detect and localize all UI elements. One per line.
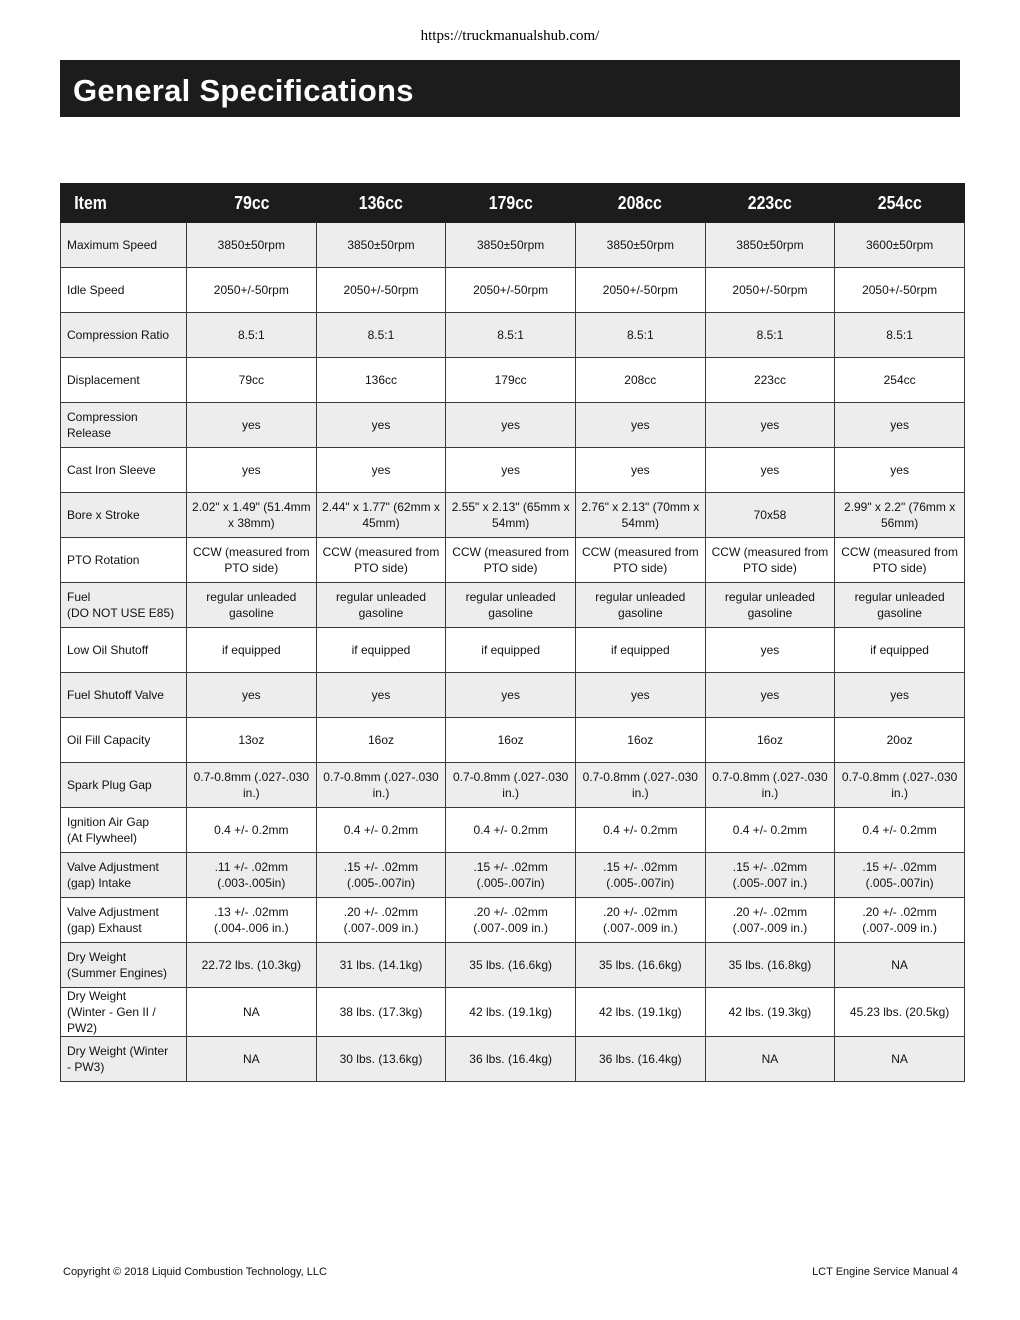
table-row — [61, 493, 965, 538]
table-cell: yes — [316, 448, 446, 493]
row-label — [61, 403, 187, 448]
table-row — [61, 673, 965, 718]
table-cell: 208cc — [575, 358, 705, 403]
table-cell: .11 +/- .02mm (.003-.005in) — [187, 853, 317, 898]
table-cell: 8.5:1 — [316, 313, 446, 358]
table-cell: 45.23 lbs. (20.5kg) — [835, 988, 965, 1037]
row-label — [61, 988, 187, 1037]
table-cell: .15 +/- .02mm (.005-.007 in.) — [705, 853, 835, 898]
table-cell: .20 +/- .02mm (.007-.009 in.) — [316, 898, 446, 943]
table-cell: NA — [705, 1037, 835, 1082]
table-cell: NA — [187, 1037, 317, 1082]
table-cell: yes — [705, 448, 835, 493]
row-label — [61, 1037, 187, 1082]
row-label-line: Ignition Air Gap — [67, 815, 150, 829]
table-cell: 16oz — [575, 718, 705, 763]
row-label-line: - PW3) — [67, 1060, 105, 1074]
table-cell: 0.4 +/- 0.2mm — [575, 808, 705, 853]
table-cell: 0.4 +/- 0.2mm — [187, 808, 317, 853]
table-row — [61, 583, 965, 628]
table-cell: 179cc — [446, 358, 576, 403]
table-cell: 2050+/-50rpm — [187, 268, 317, 313]
table-cell: 8.5:1 — [446, 313, 576, 358]
table-cell: 3850±50rpm — [575, 223, 705, 268]
table-cell: 2.99" x 2.2" (76mm x 56mm) — [835, 493, 965, 538]
table-cell: 2050+/-50rpm — [446, 268, 576, 313]
row-label-line: (gap) Intake — [67, 876, 132, 890]
row-label-line: Bore x Stroke — [67, 508, 140, 522]
table-cell: 0.7-0.8mm (.027-.030 in.) — [187, 763, 317, 808]
table-cell: .13 +/- .02mm (.004-.006 in.) — [187, 898, 317, 943]
table-header-row — [61, 184, 965, 223]
table-body — [61, 223, 965, 1082]
table-cell: 42 lbs. (19.1kg) — [446, 988, 576, 1037]
row-label-line: (DO NOT USE E85) — [67, 606, 175, 620]
row-label-line: Maximum Speed — [67, 238, 158, 252]
row-label-line: Valve Adjustment — [67, 905, 159, 919]
row-label — [61, 943, 187, 988]
table-cell: CCW (measured from PTO side) — [187, 538, 317, 583]
table-cell: yes — [575, 448, 705, 493]
table-row — [61, 943, 965, 988]
table-cell: regular unleaded gasoline — [835, 583, 965, 628]
table-cell: 2050+/-50rpm — [575, 268, 705, 313]
row-label — [61, 223, 187, 268]
table-cell: yes — [446, 448, 576, 493]
table-cell: .15 +/- .02mm (.005-.007in) — [316, 853, 446, 898]
table-cell: 42 lbs. (19.3kg) — [705, 988, 835, 1037]
table-row — [61, 763, 965, 808]
table-cell: 35 lbs. (16.6kg) — [446, 943, 576, 988]
table-cell: 2.55" x 2.13" (65mm x 54mm) — [446, 493, 576, 538]
table-cell: regular unleaded gasoline — [705, 583, 835, 628]
row-label-line: Low Oil Shutoff — [67, 643, 149, 657]
table-cell: 13oz — [187, 718, 317, 763]
table-cell: 0.7-0.8mm (.027-.030 in.) — [835, 763, 965, 808]
table-cell: 3850±50rpm — [187, 223, 317, 268]
table-cell: 2.44" x 1.77" (62mm x 45mm) — [316, 493, 446, 538]
table-cell: CCW (measured from PTO side) — [575, 538, 705, 583]
table-cell: 42 lbs. (19.1kg) — [575, 988, 705, 1037]
table-cell: 35 lbs. (16.8kg) — [705, 943, 835, 988]
row-label-line: Fuel Shutoff Valve — [67, 688, 164, 702]
title-banner — [60, 60, 960, 117]
table-cell: 254cc — [835, 358, 965, 403]
row-label — [61, 718, 187, 763]
table-cell: yes — [446, 403, 576, 448]
table-cell: if equipped — [575, 628, 705, 673]
table-row — [61, 853, 965, 898]
table-cell: 8.5:1 — [835, 313, 965, 358]
table-row — [61, 358, 965, 403]
row-label-line: Idle Speed — [67, 283, 125, 297]
column-header-179cc: 179cc — [454, 184, 568, 223]
source-url: https://truckmanualshub.com/ — [420, 28, 600, 44]
table-cell: yes — [187, 403, 317, 448]
table-cell: 22.72 lbs. (10.3kg) — [187, 943, 317, 988]
table-cell: if equipped — [316, 628, 446, 673]
table-cell: yes — [705, 628, 835, 673]
row-label — [61, 358, 187, 403]
table-cell: 8.5:1 — [705, 313, 835, 358]
table-cell: 0.4 +/- 0.2mm — [316, 808, 446, 853]
copyright-notice: Copyright © 2018 Liquid Combustion Technology, LLC — [63, 1266, 327, 1278]
table-cell: yes — [187, 673, 317, 718]
table-cell: 2050+/-50rpm — [705, 268, 835, 313]
table-cell: regular unleaded gasoline — [316, 583, 446, 628]
table-cell: regular unleaded gasoline — [187, 583, 317, 628]
row-label-line: Cast Iron Sleeve — [67, 463, 156, 477]
row-label — [61, 628, 187, 673]
row-label — [61, 448, 187, 493]
table-row — [61, 313, 965, 358]
table-row — [61, 988, 965, 1037]
table-cell: .20 +/- .02mm (.007-.009 in.) — [705, 898, 835, 943]
table-cell: .15 +/- .02mm (.005-.007in) — [835, 853, 965, 898]
table-cell: 0.7-0.8mm (.027-.030 in.) — [705, 763, 835, 808]
table-row — [61, 268, 965, 313]
manual-page-label: LCT Engine Service Manual 4 — [812, 1266, 958, 1278]
table-cell: NA — [835, 943, 965, 988]
table-cell: yes — [835, 448, 965, 493]
row-label — [61, 493, 187, 538]
table-cell: yes — [446, 673, 576, 718]
table-row — [61, 718, 965, 763]
table-cell: 16oz — [316, 718, 446, 763]
table-cell: yes — [316, 673, 446, 718]
row-label — [61, 853, 187, 898]
table-cell: .15 +/- .02mm (.005-.007in) — [575, 853, 705, 898]
table-cell: 8.5:1 — [187, 313, 317, 358]
table-cell: 2.76" x 2.13" (70mm x 54mm) — [575, 493, 705, 538]
row-label-line: Displacement — [67, 373, 140, 387]
table-cell: CCW (measured from PTO side) — [316, 538, 446, 583]
table-cell: regular unleaded gasoline — [446, 583, 576, 628]
row-label-line: Compression Release — [67, 410, 138, 440]
table-cell: if equipped — [835, 628, 965, 673]
table-cell: 8.5:1 — [575, 313, 705, 358]
row-label — [61, 313, 187, 358]
table-row — [61, 223, 965, 268]
table-cell: 16oz — [446, 718, 576, 763]
table-cell: 38 lbs. (17.3kg) — [316, 988, 446, 1037]
row-label — [61, 673, 187, 718]
table-cell: CCW (measured from PTO side) — [446, 538, 576, 583]
table-cell: 0.4 +/- 0.2mm — [705, 808, 835, 853]
table-cell: 79cc — [187, 358, 317, 403]
row-label — [61, 268, 187, 313]
table-row — [61, 808, 965, 853]
row-label-line: Fuel — [67, 590, 91, 604]
table-cell: 0.4 +/- 0.2mm — [835, 808, 965, 853]
column-header-79cc: 79cc — [194, 184, 308, 223]
row-label-line: PTO Rotation — [67, 553, 140, 567]
row-label-line: Spark Plug Gap — [67, 778, 152, 792]
row-label-line: (Summer Engines) — [67, 966, 168, 980]
table-cell: 20oz — [835, 718, 965, 763]
table-cell: 16oz — [705, 718, 835, 763]
table-cell: 0.7-0.8mm (.027-.030 in.) — [575, 763, 705, 808]
table-cell: 0.7-0.8mm (.027-.030 in.) — [446, 763, 576, 808]
table-cell: yes — [705, 403, 835, 448]
row-label-line: (At Flywheel) — [67, 831, 138, 845]
table-row — [61, 628, 965, 673]
table-cell: CCW (measured from PTO side) — [705, 538, 835, 583]
column-header-136cc: 136cc — [324, 184, 438, 223]
table-cell: 2.02" x 1.49" (51.4mm x 38mm) — [187, 493, 317, 538]
row-label — [61, 583, 187, 628]
table-cell: 2050+/-50rpm — [316, 268, 446, 313]
row-label-line: Dry Weight (Winter — [67, 1044, 169, 1058]
table-cell: 35 lbs. (16.6kg) — [575, 943, 705, 988]
row-label-line: Dry Weight — [67, 989, 127, 1003]
table-cell: yes — [316, 403, 446, 448]
table-cell: yes — [835, 673, 965, 718]
row-label — [61, 538, 187, 583]
table-cell: regular unleaded gasoline — [575, 583, 705, 628]
row-label-line: Dry Weight — [67, 950, 127, 964]
table-row — [61, 448, 965, 493]
row-label — [61, 763, 187, 808]
table-cell: yes — [187, 448, 317, 493]
table-cell: 2050+/-50rpm — [835, 268, 965, 313]
table-cell: yes — [575, 403, 705, 448]
row-label-line: (gap) Exhaust — [67, 921, 142, 935]
table-cell: 31 lbs. (14.1kg) — [316, 943, 446, 988]
row-label — [61, 808, 187, 853]
table-cell: .20 +/- .02mm (.007-.009 in.) — [835, 898, 965, 943]
table-cell: 3850±50rpm — [446, 223, 576, 268]
table-cell: 30 lbs. (13.6kg) — [316, 1037, 446, 1082]
table-cell: 70x58 — [705, 493, 835, 538]
table-row — [61, 403, 965, 448]
table-cell: 136cc — [316, 358, 446, 403]
table-cell: NA — [187, 988, 317, 1037]
table-cell: yes — [705, 673, 835, 718]
table-cell: yes — [575, 673, 705, 718]
table-cell: if equipped — [446, 628, 576, 673]
table-cell: CCW (measured from PTO side) — [835, 538, 965, 583]
table-cell: if equipped — [187, 628, 317, 673]
table-row — [61, 898, 965, 943]
table-row — [61, 1037, 965, 1082]
column-header-item: Item — [68, 184, 179, 223]
column-header-208cc: 208cc — [583, 184, 697, 223]
table-cell: 3850±50rpm — [316, 223, 446, 268]
table-cell: NA — [835, 1037, 965, 1082]
table-cell: 36 lbs. (16.4kg) — [446, 1037, 576, 1082]
specifications-table — [60, 183, 965, 1082]
column-header-254cc: 254cc — [843, 184, 957, 223]
row-label-line: Valve Adjustment — [67, 860, 159, 874]
row-label-line: Oil Fill Capacity — [67, 733, 151, 747]
table-cell: 36 lbs. (16.4kg) — [575, 1037, 705, 1082]
row-label-line: (Winter - Gen II / PW2) — [67, 1005, 156, 1035]
table-cell: .15 +/- .02mm (.005-.007in) — [446, 853, 576, 898]
table-row — [61, 538, 965, 583]
page-title: General Specifications — [73, 73, 414, 108]
table-cell: yes — [835, 403, 965, 448]
row-label-line: Compression Ratio — [67, 328, 170, 342]
table-cell: 3600±50rpm — [835, 223, 965, 268]
table-cell: 0.7-0.8mm (.027-.030 in.) — [316, 763, 446, 808]
table-cell: .20 +/- .02mm (.007-.009 in.) — [575, 898, 705, 943]
row-label — [61, 898, 187, 943]
table-cell: 223cc — [705, 358, 835, 403]
table-cell: 3850±50rpm — [705, 223, 835, 268]
table-cell: 0.4 +/- 0.2mm — [446, 808, 576, 853]
table-cell: .20 +/- .02mm (.007-.009 in.) — [446, 898, 576, 943]
column-header-223cc: 223cc — [713, 184, 827, 223]
